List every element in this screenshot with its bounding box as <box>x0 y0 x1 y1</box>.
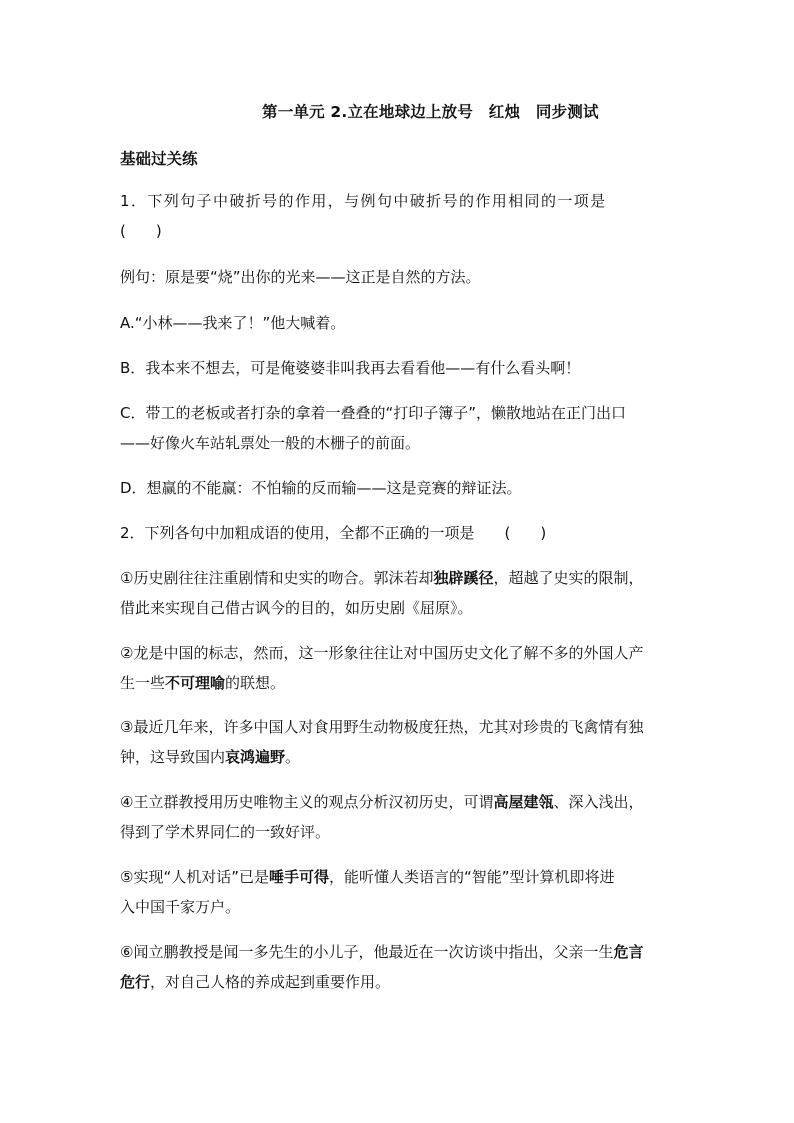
q2-item-3-line1: ③最近几年来，许多中国人对食用野生动物极度狂热，尤其对珍贵的飞禽情有独 <box>120 718 644 736</box>
q1-option-a: A.“小林——我来了！”他大喊着。 <box>120 314 346 332</box>
q1-answer-blank: ( ) <box>120 222 162 240</box>
q2-item-1-line2: 借此来实现自己借古讽今的目的，如历史剧《屈原》。 <box>120 599 473 617</box>
q2-item-2-line2 <box>120 668 680 698</box>
text-span: 钟，这导致国内 <box>120 748 226 766</box>
text-span: ④王立群教授用历史唯物主义的观点分析汉初历史，可谓 <box>120 793 494 811</box>
bold-idiom: 危言 <box>613 943 644 961</box>
text-span: 、深入浅出， <box>553 793 644 811</box>
document-title: 第一单元 2.立在地球边上放号 红烛 同步测试 <box>262 103 599 121</box>
q2-item-4-line2: 得到了学术界同仁的一致好评。 <box>120 823 331 841</box>
q2-item-4-line1 <box>120 787 680 817</box>
bold-idiom: 不可理喻 <box>165 674 226 692</box>
bold-idiom: 独辟蹊径 <box>433 569 494 587</box>
q2-item-3-line2 <box>120 742 680 772</box>
q1-option-d: D．想赢的不能赢：不怕输的反而输——这是竞赛的辩证法。 <box>120 479 522 497</box>
q1-option-b: B．我本来不想去，可是俺婆婆非叫我再去看看他——有什么看头啊！ <box>120 359 581 377</box>
text-span: 。 <box>285 748 301 766</box>
q2-item-5-line2: 入中国千家万户。 <box>120 898 241 916</box>
q1-stem: 1．下列句子中破折号的作用，与例句中破折号的作用相同的一项是 <box>120 192 607 210</box>
q2-item-5-line1 <box>120 862 680 892</box>
text-span: 生一些 <box>120 674 166 692</box>
q2-item-6-line1 <box>120 937 680 967</box>
q2-item-2-line1: ②龙是中国的标志，然而，这一形象往往让对中国历史文化了解不多的外国人产 <box>120 644 644 662</box>
q1-option-c-line1: C．带工的老板或者打杂的拿着一叠叠的“打印子簿子”，懒散地站在正门出口 <box>120 404 627 422</box>
text-span: ，超越了史实的限制， <box>493 569 644 587</box>
bold-idiom: 哀鸿遍野 <box>225 748 286 766</box>
q2-stem: 2．下列各句中加粗成语的使用，全都不正确的一项是 ( ) <box>120 524 547 542</box>
text-span: 的联想。 <box>225 674 286 692</box>
bold-idiom: 唾手可得 <box>269 868 330 886</box>
q1-example: 例句：原是要“烧”出你的光来——这正是自然的方法。 <box>120 268 481 286</box>
text-span: ，能听懂人类语言的“智能”型计算机即将进 <box>329 868 615 886</box>
q2-item-1-line1 <box>120 563 680 593</box>
bold-idiom: 危行 <box>120 973 151 991</box>
text-span: ⑤实现“人机对话”已是 <box>120 868 269 886</box>
q1-option-c-line2: ——好像火车站轧票处一般的木栅子的前面。 <box>120 434 421 452</box>
text-span: ⑥闻立鹏教授是闻一多先生的小儿子，他最近在一次访谈中指出，父亲一生 <box>120 943 614 961</box>
section-heading: 基础过关练 <box>120 150 198 168</box>
text-span: ，对自己人格的养成起到重要作用。 <box>150 973 391 991</box>
text-span: ①历史剧往往注重剧情和史实的吻合。郭沫若却 <box>120 569 434 587</box>
bold-idiom: 高屋建瓴 <box>493 793 554 811</box>
q2-item-6-line2 <box>120 967 680 997</box>
